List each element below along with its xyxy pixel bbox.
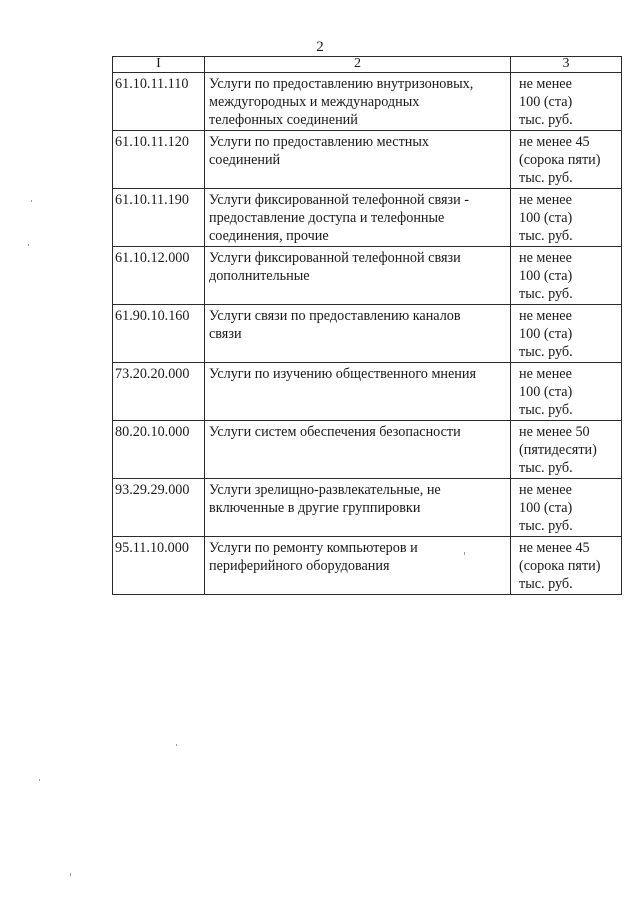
min-amount-line: 100 (ста) — [519, 384, 573, 400]
service-name — [205, 537, 511, 595]
min-amount-line: не менее — [519, 76, 572, 92]
scan-speck — [28, 244, 29, 246]
min-amount — [511, 131, 622, 189]
service-name — [205, 131, 511, 189]
min-amount — [511, 479, 622, 537]
service-name — [205, 247, 511, 305]
service-name-line: связи — [209, 326, 242, 342]
min-amount — [511, 537, 622, 595]
okpd-code: 61.10.12.000 — [113, 247, 205, 305]
service-name-line: Услуги зрелищно-развлекательные, не — [209, 482, 441, 498]
service-name-line: предоставление доступа и телефонные — [209, 210, 445, 226]
okpd-code: 73.20.20.000 — [113, 363, 205, 421]
min-amount-line: не менее — [519, 192, 572, 208]
min-amount-line: 100 (ста) — [519, 326, 573, 342]
service-name-line: междугородных и международных — [209, 94, 420, 110]
min-amount — [511, 247, 622, 305]
service-name-line: Услуги фиксированной телефонной связи — [209, 250, 461, 266]
service-name — [205, 421, 511, 479]
min-amount-line: не менее — [519, 308, 572, 324]
okpd-code: 61.90.10.160 — [113, 305, 205, 363]
service-name-line: Услуги по изучению общественного мнения — [209, 366, 477, 382]
min-amount-line: тыс. руб. — [519, 518, 573, 534]
min-amount-line: тыс. руб. — [519, 460, 573, 476]
scan-speck — [176, 744, 177, 746]
service-name-line: Услуги фиксированной телефонной связи - — [209, 192, 469, 208]
service-name-line: включенные в другие группировки — [209, 500, 421, 516]
table-row — [113, 479, 622, 537]
header-col-2: 2 — [205, 57, 511, 73]
scan-speck — [70, 873, 71, 876]
table-row — [113, 131, 622, 189]
min-amount — [511, 363, 622, 421]
min-amount — [511, 421, 622, 479]
okpd-code: 80.20.10.000 — [113, 421, 205, 479]
okpd-code: 95.11.10.000 — [113, 537, 205, 595]
min-amount-line: тыс. руб. — [519, 286, 573, 302]
page-number: 2 — [316, 39, 324, 55]
service-name — [205, 189, 511, 247]
okpd-code: 61.10.11.120 — [113, 131, 205, 189]
min-amount-line: 100 (ста) — [519, 210, 573, 226]
table-row — [113, 537, 622, 595]
min-amount — [511, 305, 622, 363]
min-amount — [511, 189, 622, 247]
service-name-line: Услуги связи по предоставлению каналов — [209, 308, 461, 324]
table-row — [113, 247, 622, 305]
min-amount-line: тыс. руб. — [519, 170, 573, 186]
okpd-code: 61.10.11.190 — [113, 189, 205, 247]
min-amount-line: не менее — [519, 250, 572, 266]
okpd-code: 93.29.29.000 — [113, 479, 205, 537]
min-amount — [511, 73, 622, 131]
min-amount-line: 100 (ста) — [519, 94, 573, 110]
header-col-3: 3 — [511, 57, 622, 73]
service-name-line: Услуги по предоставлению внутризоновых, — [209, 76, 474, 92]
table-row — [113, 421, 622, 479]
min-amount-line: не менее 45 — [519, 540, 590, 556]
okpd-code: 61.10.11.110 — [113, 73, 205, 131]
min-amount-line: 100 (ста) — [519, 500, 573, 516]
min-amount-line: (сорока пяти) — [519, 152, 601, 168]
service-name-line: соединений — [209, 152, 281, 168]
table-body — [113, 73, 622, 595]
min-amount-line: (пятидесяти) — [519, 442, 597, 458]
min-amount-line: (сорока пяти) — [519, 558, 601, 574]
service-name-line: Услуги по ремонту компьютеров и — [209, 540, 418, 556]
service-name-line: Услуги систем обеспечения безопасности — [209, 424, 461, 440]
table-row — [113, 189, 622, 247]
service-name-line: периферийного оборудования — [209, 558, 390, 574]
services-table — [112, 56, 622, 595]
scan-speck — [464, 552, 465, 555]
min-amount-line: не менее 50 — [519, 424, 590, 440]
min-amount-line: тыс. руб. — [519, 112, 573, 128]
header-col-1: I — [113, 57, 205, 73]
service-name — [205, 363, 511, 421]
service-name-line: телефонных соединений — [209, 112, 358, 128]
service-name — [205, 479, 511, 537]
service-name-line: дополнительные — [209, 268, 310, 284]
header-row — [113, 57, 622, 73]
table-header — [113, 57, 622, 73]
min-amount-line: тыс. руб. — [519, 576, 573, 592]
min-amount-line: не менее — [519, 366, 572, 382]
table-row — [113, 363, 622, 421]
service-name — [205, 73, 511, 131]
min-amount-line: тыс. руб. — [519, 402, 573, 418]
min-amount-line: тыс. руб. — [519, 344, 573, 360]
scan-speck — [31, 200, 32, 202]
min-amount-line: не менее 45 — [519, 134, 590, 150]
service-name-line: соединения, прочие — [209, 228, 329, 244]
table-row — [113, 305, 622, 363]
service-name — [205, 305, 511, 363]
table-row — [113, 73, 622, 131]
min-amount-line: тыс. руб. — [519, 228, 573, 244]
scan-speck — [39, 779, 40, 781]
service-name-line: Услуги по предоставлению местных — [209, 134, 429, 150]
min-amount-line: не менее — [519, 482, 572, 498]
min-amount-line: 100 (ста) — [519, 268, 573, 284]
